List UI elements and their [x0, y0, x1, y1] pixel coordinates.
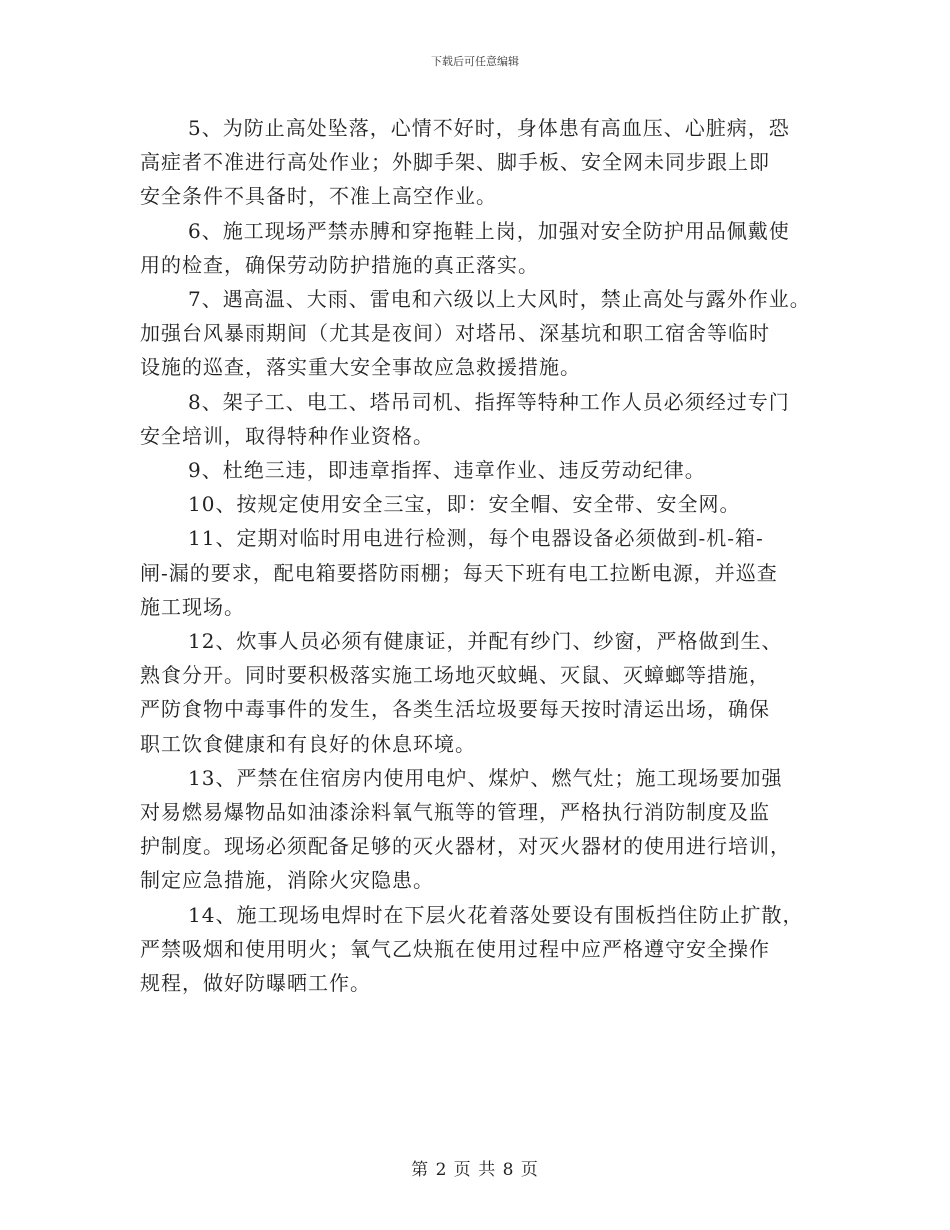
paragraph-line: 10、按规定使用安全三宝，即：安全帽、安全带、安全网。	[188, 492, 741, 517]
paragraph	[140, 761, 830, 898]
paragraph-line: 5、为防止高处坠落，心情不好时，身体患有高血压、心脏病，恐	[188, 116, 790, 140]
paragraph-line: 设施的巡查，落实重大安全事故应急救援措施。	[140, 355, 581, 380]
paragraph-line: 用的检查，确保劳动防护措施的真正落实。	[140, 252, 539, 277]
paragraph	[140, 487, 830, 521]
paragraph-line: 加强台风暴雨期间（尤其是夜间）对塔吊、深基坑和职工宿舍等临时	[140, 321, 770, 346]
paragraph	[140, 521, 830, 624]
paragraph-line: 严防食物中毒事件的发生，各类生活垃圾要每天按时清运出场，确保	[140, 697, 770, 722]
page-header: 下载后可任意编辑	[431, 55, 519, 68]
paragraph-line: 安全条件不具备时，不准上高空作业。	[140, 184, 497, 209]
paragraph-line: 职工饮食健康和有良好的休息环境。	[140, 731, 476, 756]
paragraph	[140, 898, 830, 1001]
paragraph-line: 13、严禁在住宿房内使用电炉、煤炉、燃气灶；施工现场要加强	[188, 765, 783, 790]
paragraph-line: 规程，做好防曝晒工作。	[140, 971, 371, 996]
paragraph-line: 闸-漏的要求，配电箱要搭防雨棚；每天下班有电工拉断电源，并巡查	[140, 560, 778, 585]
page-footer: 第 2 页 共 8 页	[411, 1160, 539, 1180]
paragraph-line: 护制度。现场必须配备足够的灭火器材，对灭火器材的使用进行培训，	[140, 834, 791, 859]
paragraph-line: 严禁吸烟和使用明火；氧气乙炔瓶在使用过程中应严格遵守安全操作	[140, 936, 770, 961]
paragraph-line: 熟食分开。同时要积极落实施工场地灭蚊蝇、灭鼠、灭蟑螂等措施，	[140, 663, 770, 688]
paragraph	[140, 282, 830, 385]
paragraph	[140, 385, 830, 453]
paragraph-line: 12、炊事人员必须有健康证，并配有纱门、纱窗，严格做到生、	[188, 629, 783, 654]
paragraph	[140, 453, 830, 487]
paragraph-line: 7、遇高温、大雨、雷电和六级以上大风时，禁止高处与露外作业。	[188, 287, 811, 312]
paragraph-line: 高症者不准进行高处作业；外脚手架、脚手板、安全网未同步跟上即	[140, 150, 770, 175]
paragraph	[140, 624, 830, 761]
paragraph-line: 9、杜绝三违，即违章指挥、违章作业、违反劳动纪律。	[188, 458, 706, 483]
paragraph-line: 8、架子工、电工、塔吊司机、指挥等特种工作人员必须经过专门	[188, 389, 790, 414]
paragraph-line: 11、定期对临时用电进行检测，每个电器设备必须做到-机-箱-	[188, 526, 764, 551]
paragraph-line: 对易燃易爆物品如油漆涂料氧气瓶等的管理，严格执行消防制度及监	[140, 800, 770, 825]
paragraph-line: 安全培训，取得特种作业资格。	[140, 423, 434, 448]
paragraph-line: 施工现场。	[140, 594, 245, 619]
paragraph	[140, 111, 830, 214]
document-body	[140, 111, 830, 1000]
paragraph	[140, 214, 830, 282]
paragraph-line: 6、施工现场严禁赤膊和穿拖鞋上岗，加强对安全防护用品佩戴使	[188, 218, 790, 243]
paragraph-line: 14、施工现场电焊时在下层火花着落处要设有围板挡住防止扩散，	[188, 902, 804, 927]
paragraph-line: 制定应急措施，消除火灾隐患。	[140, 868, 434, 893]
